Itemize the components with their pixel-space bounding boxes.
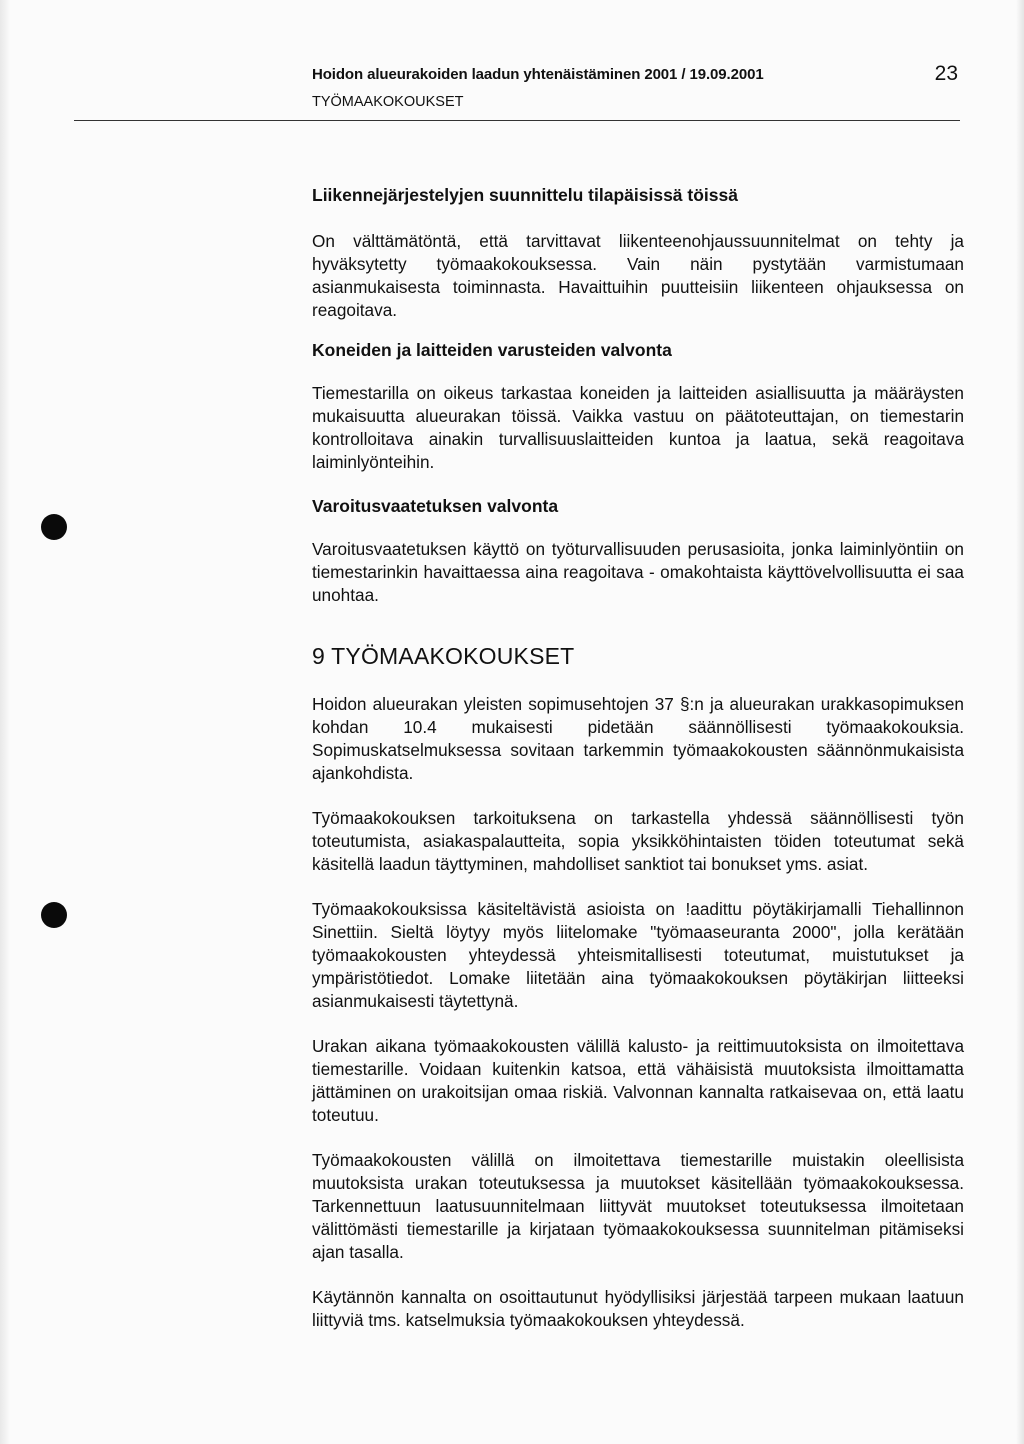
chapter-title: 9 TYÖMAAKOKOUKSET xyxy=(312,643,575,669)
chapter-paragraph: Työmaakokouksen tarkoituksena on tarkastella yhdessä säännöllisesti työn toteutumista, asiakaspalautteita, sopia yksikköhintaisten töiden toteutumat sekä käsitellä laadun täyttyminen, mahdolliset sanktiot tai bonukset yms. asiat. xyxy=(312,808,964,874)
scan-edge-left xyxy=(0,0,10,1444)
section-heading: Varoitusvaatetuksen valvonta xyxy=(312,496,559,516)
scan-edge-right xyxy=(1016,0,1024,1444)
header-subtitle: TYÖMAAKOKOUKSET xyxy=(312,94,464,110)
section-heading: Liikennejärjestelyjen suunnittelu tilapäisissä töissä xyxy=(312,185,738,205)
header-divider xyxy=(74,120,960,121)
chapter-paragraph: Työmaakokousten välillä on ilmoitettava tiemestarille muistakin oleellisista muutoksista urakan toteutuksessa ja muutokset käsitellään työmaakokouksessa. Tarkennettuun laatusuunnitelmaan liittyvät muutokset toteutuksessa ilmoitetaan välittömästi tiemestarille ja kirjataan työmaakokouksessa suunnitelman pitämiseksi ajan tasalla. xyxy=(312,1150,964,1262)
chapter-paragraph: Urakan aikana työmaakokousten välillä kalusto- ja reittimuutoksista on ilmoitettava tiemestarille. Voidaan kuitenkin katsoa, että vähäisistä muutoksista ilmoittamatta jättäminen on urakoitsijan omaa riskiä. Valvonnan kannalta ratkaisevaa on, että laatu toteutuu. xyxy=(312,1036,964,1125)
header-title: Hoidon alueurakoiden laadun yhtenäistäminen 2001 / 19.09.2001 xyxy=(312,66,764,83)
section-paragraph: Tiemestarilla on oikeus tarkastaa koneiden ja laitteiden asiallisuutta ja määräysten mukaisuutta alueurakan töissä. Vaikka vastuu on päätoteuttajan, on tiemestarin kontrolloitava ainakin turvallisuuslaitteiden kuntoa ja laatua, sekä reagoitava laiminlyönteihin. xyxy=(312,383,964,472)
section-paragraph: Varoitusvaatetuksen käyttö on työturvallisuuden perusasioita, jonka laiminlyöntiin on tiemestarinkin havaittaessa aina reagoitava - omakohtaista käyttövelvollisuutta ei saa unohtaa. xyxy=(312,539,964,605)
page-number: 23 xyxy=(934,62,958,85)
section-heading: Koneiden ja laitteiden varusteiden valvonta xyxy=(312,340,672,360)
chapter-paragraph: Hoidon alueurakan yleisten sopimusehtojen 37 §:n ja alueurakan urakkasopimuksen kohdan 10.4 mukaisesti pidetään säännöllisesti työmaakokouksia. Sopimuskatselmuksessa sovitaan tarkemmin työmaakokousten säännönmukaisista ajankohdista. xyxy=(312,694,964,783)
chapter-paragraph: Työmaakokouksissa käsiteltävistä asioista on !aadittu pöytäkirjamalli Tiehallinnon Sinettiin. Sieltä löytyy myös liitelomake "työmaaseuranta 2000", jolla kerätään työmaakokousten yhteydessä yhteismitallisesti toteutumat, muistutukset ja ympäristötiedot. Lomake liitetään aina työmaakokouksen pöytäkirjan liitteeksi asianmukaisesti täytettynä. xyxy=(312,899,964,1011)
punch-hole-lower xyxy=(41,902,67,928)
punch-hole-upper xyxy=(41,514,67,540)
page-content xyxy=(312,182,964,1332)
chapter-paragraph: Käytännön kannalta on osoittautunut hyödyllisiksi järjestää tarpeen mukaan laatuun liittyviä tms. katselmuksia työmaakokouksen yhteydessä. xyxy=(312,1287,964,1330)
section-paragraph: On välttämätöntä, että tarvittavat liikenteenohjaussuunnitelmat on tehty ja hyväksytetty työmaakokouksessa. Vain näin pystytään varmistumaan asianmukaisesta toiminnasta. Havaittuihin puutteisiin liikenteen ohjauksessa on reagoitava. xyxy=(312,231,964,320)
